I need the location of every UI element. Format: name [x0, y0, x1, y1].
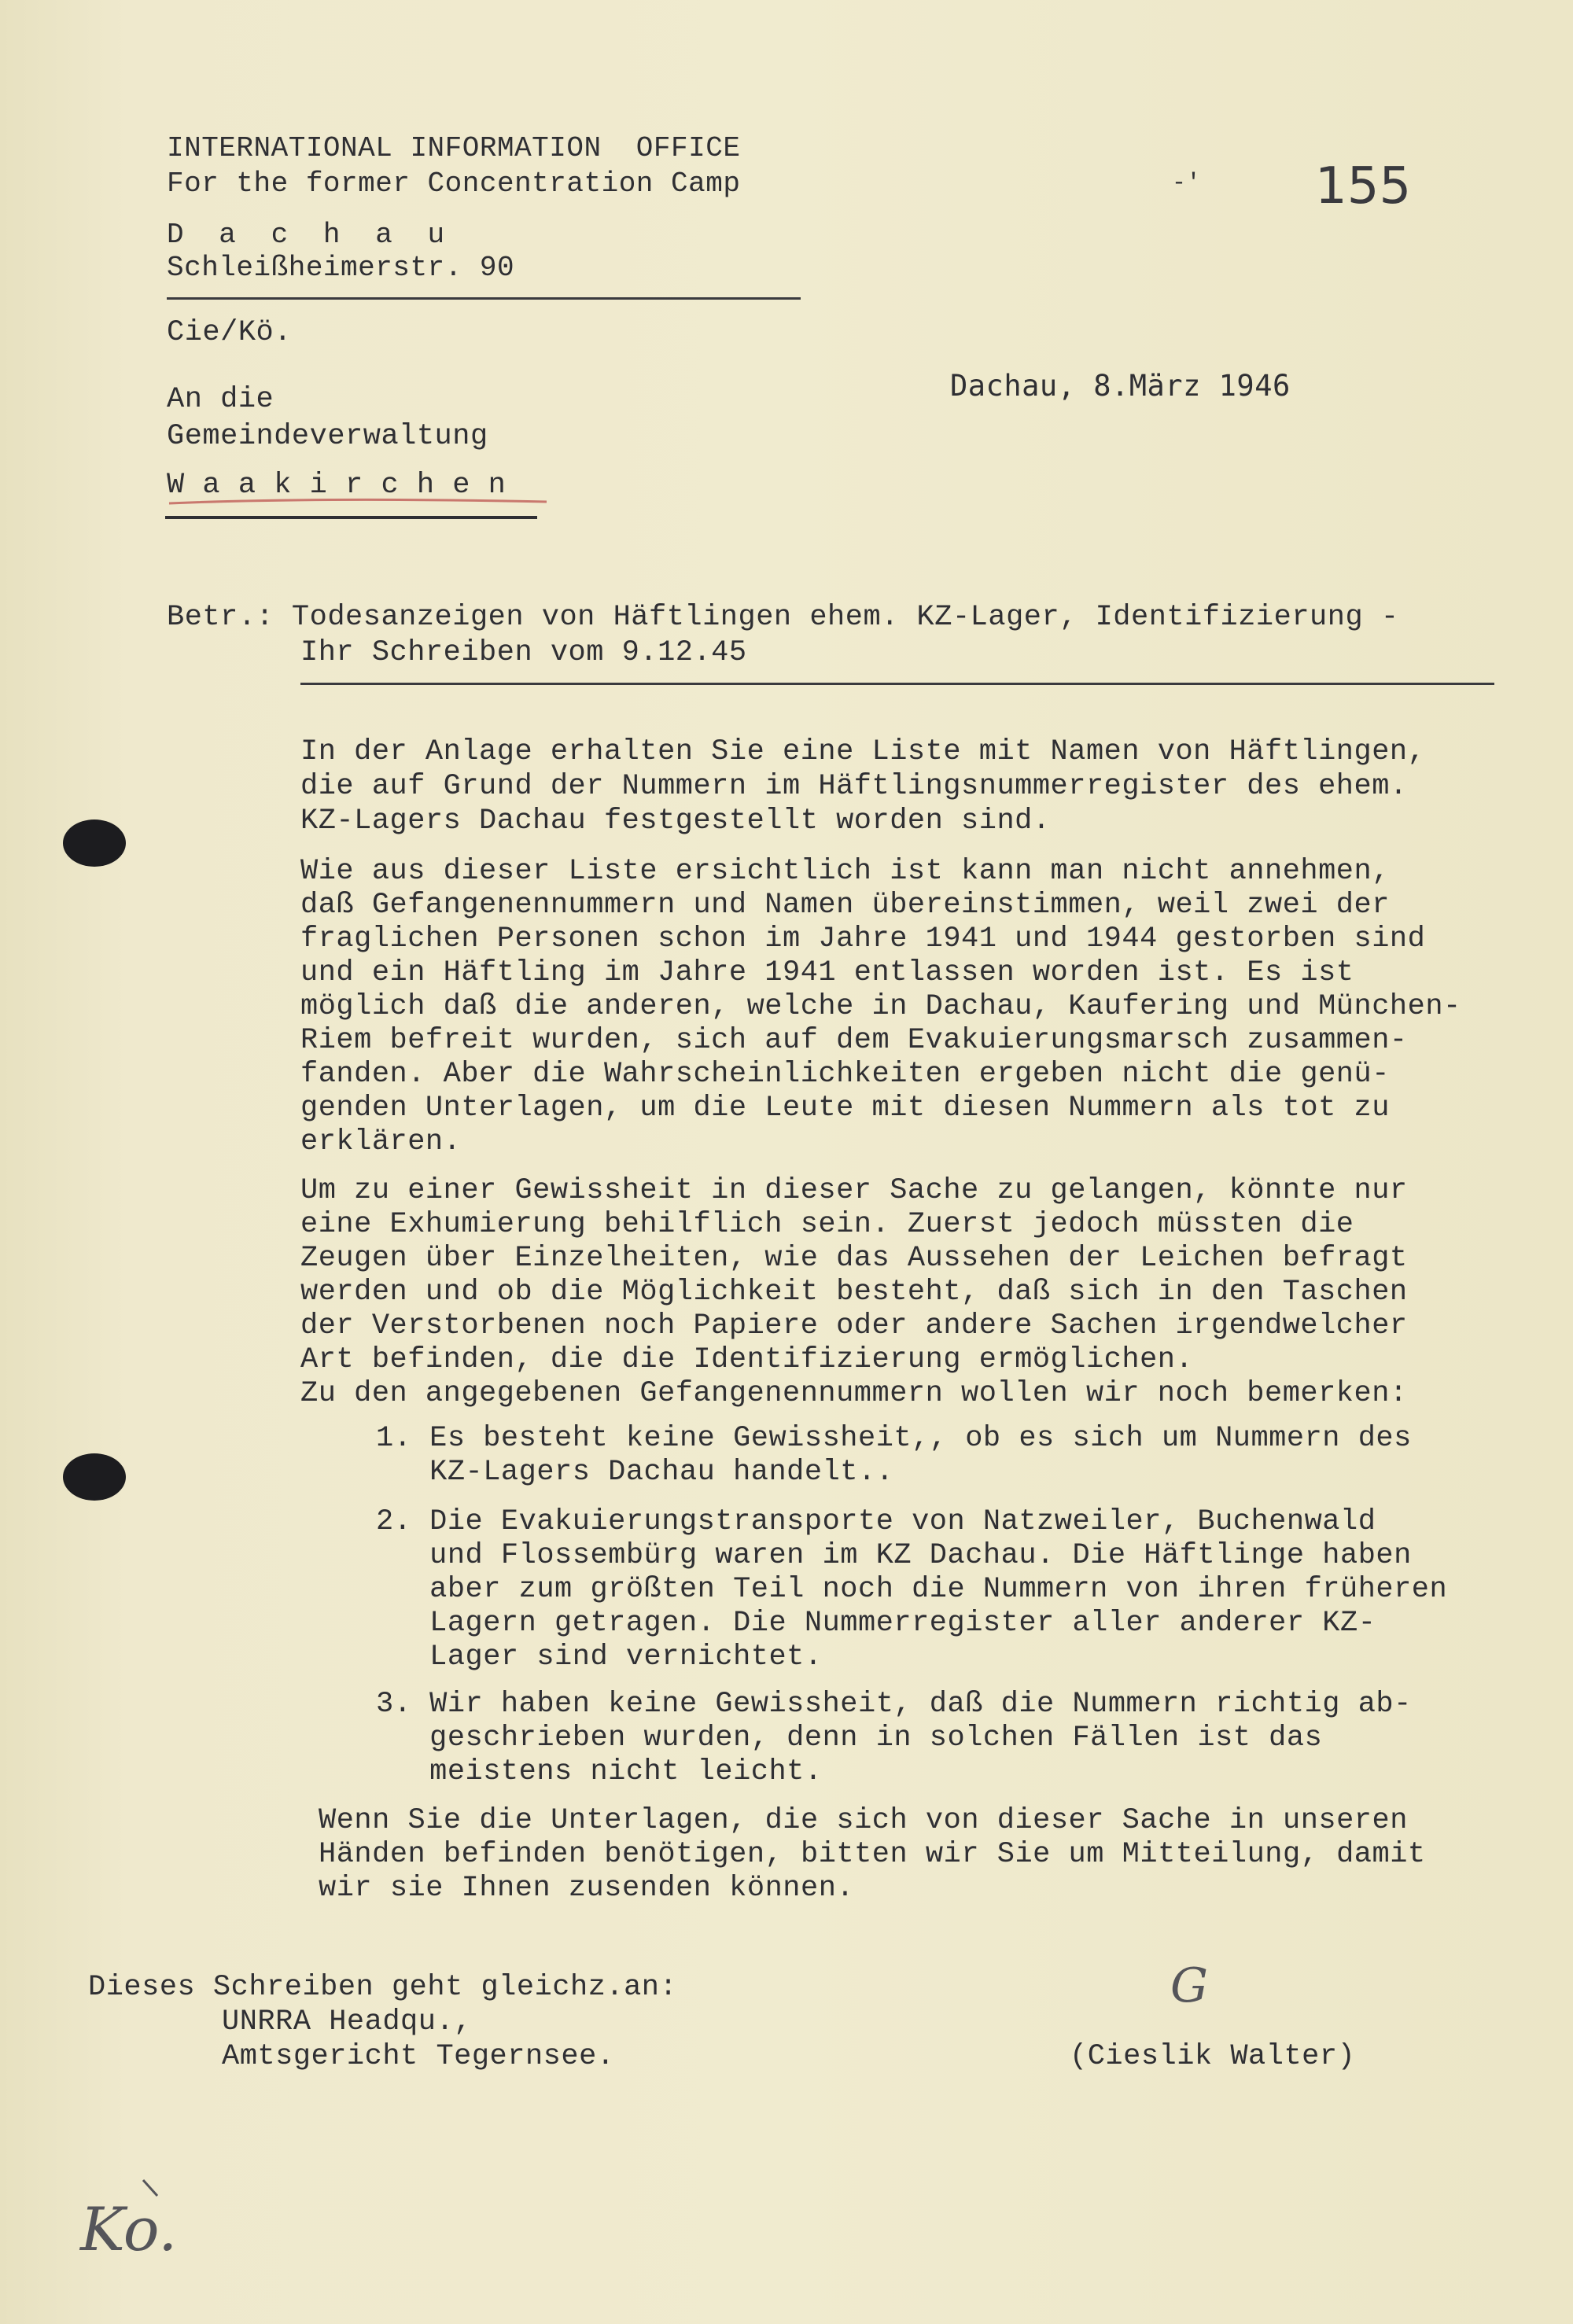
item-line: Lagern getragen. Die Nummerregister aller anderer KZ-: [376, 1607, 1376, 1640]
reference: Cie/Kö.: [167, 316, 292, 349]
body-line: KZ-Lagers Dachau festgestellt worden sind.: [300, 805, 1051, 838]
body-line: und ein Häftling im Jahre 1941 entlassen worden ist. Es ist: [300, 956, 1354, 989]
body-line: genden Unterlagen, um die Leute mit diesen Nummern als tot zu: [300, 1092, 1390, 1125]
body-line: Art befinden, die die Identifizierung ermöglichen.: [300, 1343, 1194, 1376]
body-line: fanden. Aber die Wahrscheinlichkeiten ergeben nicht die genü-: [300, 1058, 1390, 1091]
body-line: werden und ob die Möglichkeit besteht, daß sich in den Taschen: [300, 1276, 1408, 1309]
body-line: wir sie Ihnen zusenden können.: [319, 1872, 855, 1905]
subject-line2: Ihr Schreiben vom 9.12.45: [300, 636, 747, 669]
signature-initial: G: [1170, 1958, 1208, 2013]
body-line: Wenn Sie die Unterlagen, die sich von dieser Sache in unseren: [319, 1804, 1408, 1837]
punch-hole-top: [63, 819, 126, 867]
item-line: KZ-Lagers Dachau handelt..: [376, 1456, 894, 1489]
org-city: D a c h a u: [167, 219, 445, 251]
body-line: eine Exhumierung behilflich sein. Zuerst jedoch müssten die: [300, 1208, 1354, 1241]
signer-name: (Cieslik Walter): [1070, 2040, 1356, 2073]
margin-note: Ko.: [80, 2194, 178, 2264]
recipient-line2: Gemeindeverwaltung: [167, 420, 488, 453]
item-line: 2. Die Evakuierungstransporte von Natzweiler, Buchenwald: [376, 1505, 1376, 1538]
letter-date: Dachau, 8.März 1946: [950, 369, 1291, 403]
copies-intro: Dieses Schreiben geht gleichz.an:: [88, 1971, 678, 2004]
org-street: Schleißheimerstr. 90: [167, 252, 515, 284]
body-line: Riem befreit wurden, sich auf dem Evakuierungsmarsch zusammen-: [300, 1024, 1408, 1057]
body-line: Um zu einer Gewissheit in dieser Sache zu gelangen, könnte nur: [300, 1174, 1408, 1207]
item-line: 1. Es besteht keine Gewissheit,, ob es sich um Nummern des: [376, 1422, 1412, 1455]
page-number: 155: [1315, 157, 1412, 215]
punch-hole-bottom: [63, 1453, 126, 1501]
body-line: Händen befinden benötigen, bitten wir Sie um Mitteilung, damit: [319, 1838, 1426, 1871]
body-line: die auf Grund der Nummern im Häftlingsnummerregister des ehem.: [300, 770, 1408, 803]
copies-recipient-1: UNRRA Headqu.,: [222, 2005, 472, 2039]
body-line: Zeugen über Einzelheiten, wie das Aussehen der Leichen befragt: [300, 1242, 1408, 1275]
recipient-line3: W a a k i r c h e n: [167, 469, 507, 502]
org-subtitle: For the former Concentration Camp: [167, 168, 741, 200]
body-line: In der Anlage erhalten Sie eine Liste mit Namen von Häftlingen,: [300, 735, 1426, 768]
subject-rule: [300, 683, 1494, 685]
body-line: erklären.: [300, 1125, 462, 1158]
body-line: fraglichen Personen schon im Jahre 1941 und 1944 gestorben sind: [300, 923, 1426, 956]
item-line: aber zum größten Teil noch die Nummern von ihren früheren: [376, 1573, 1448, 1606]
body-line: daß Gefangenennummern und Namen übereinstimmen, weil zwei der: [300, 889, 1390, 922]
item-line: geschrieben wurden, denn in solchen Fällen ist das: [376, 1722, 1323, 1755]
item-line: und Flossembürg waren im KZ Dachau. Die Häftlinge haben: [376, 1539, 1412, 1572]
margin-tick: [140, 2177, 164, 2201]
item-line: meistens nicht leicht.: [376, 1755, 823, 1788]
item-line: 3. Wir haben keine Gewissheit, daß die Nummern richtig ab-: [376, 1688, 1412, 1721]
copies-recipient-2: Amtsgericht Tegernsee.: [222, 2040, 615, 2073]
letterhead-rule: [167, 297, 801, 300]
body-line: der Verstorbenen noch Papiere oder andere Sachen irgendwelcher: [300, 1309, 1408, 1342]
recipient-line1: An die: [167, 383, 274, 416]
underline-marks: [161, 495, 554, 524]
page-mark: -': [1172, 170, 1202, 197]
body-line: möglich daß die anderen, welche in Dachau, Kaufering und München-: [300, 990, 1461, 1023]
org-name: INTERNATIONAL INFORMATION OFFICE: [167, 132, 741, 164]
item-line: Lager sind vernichtet.: [376, 1641, 823, 1674]
body-line: Wie aus dieser Liste ersichtlich ist kann man nicht annehmen,: [300, 855, 1390, 888]
body-line: Zu den angegebenen Gefangenennummern wollen wir noch bemerken:: [300, 1377, 1408, 1410]
subject-line1: Betr.: Todesanzeigen von Häftlingen ehem. KZ-Lager, Identifizierung -: [167, 601, 1399, 634]
